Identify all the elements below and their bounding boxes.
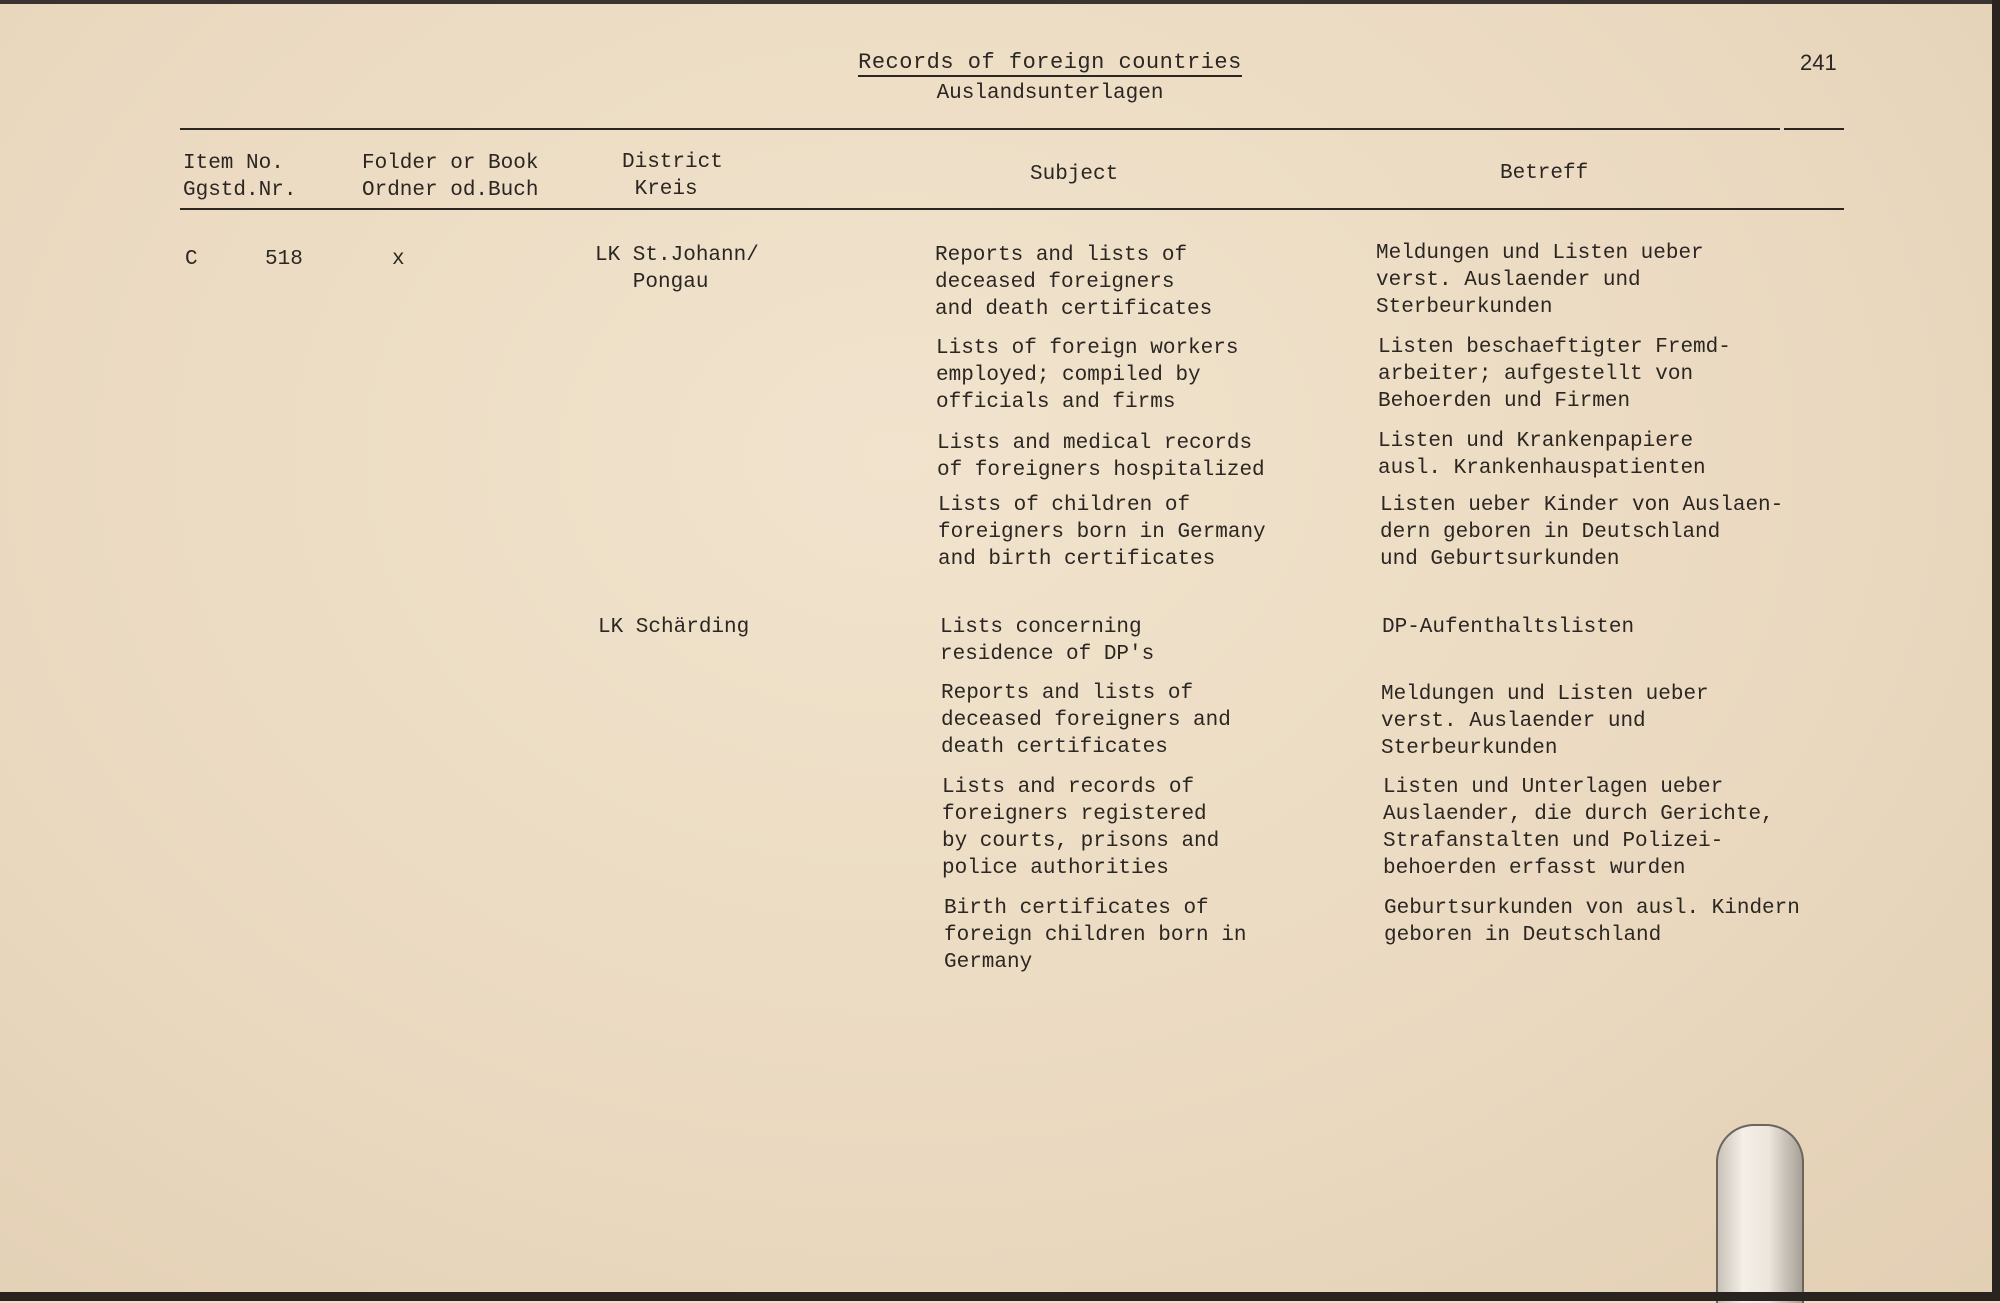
subject-entry-5: Lists concerning residence of DP's — [940, 616, 1155, 666]
subject-entry-6: Reports and lists of deceased foreigners and death certificates — [941, 682, 1231, 759]
subject-entry-7: Lists and records of foreigners registered by courts, prisons and police authorities — [942, 776, 1220, 880]
betreff-entry-4: Listen ueber Kinder von Auslaen- dern geboren in Deutschland und Geburtsurkunden — [1380, 494, 1784, 571]
betreff-entry-6: Meldungen und Listen ueber verst. Auslaender und Sterbeurkunden — [1381, 683, 1709, 760]
right-edge — [1992, 0, 2000, 1301]
item-number: 518 — [265, 248, 303, 271]
betreff-entry-2: Listen beschaeftigter Fremd- arbeiter; aufgestellt von Behoerden und Firmen — [1378, 336, 1731, 413]
header-betreff: Betreff — [1500, 162, 1589, 185]
subject-entry-3: Lists and medical records of foreigners hospitalized — [937, 432, 1265, 482]
subject-entry-2: Lists of foreign workers employed; compiled by officials and firms — [936, 337, 1239, 414]
betreff-entry-7: Listen und Unterlagen ueber Auslaender, die durch Gerichte, Strafanstalten und Polizei- behoerden erfasst wurden — [1383, 776, 1774, 880]
top-edge — [0, 0, 2000, 4]
folder-mark: x — [392, 248, 405, 271]
subject-entry-8: Birth certificates of foreign children born in Germany — [944, 897, 1247, 974]
betreff-entry-5: DP-Aufenthaltslisten — [1382, 616, 1635, 639]
index-tab — [1716, 1124, 1804, 1303]
betreff-entry-1: Meldungen und Listen ueber verst. Auslaender und Sterbeurkunden — [1376, 242, 1704, 319]
bottom-edge — [0, 1292, 2000, 1301]
item-code: C — [185, 248, 198, 271]
header-bottom-rule — [180, 208, 1844, 210]
betreff-entry-3: Listen und Krankenpapiere ausl. Krankenhauspatienten — [1378, 430, 1706, 480]
district-st-johann: LK St.Johann/ Pongau — [595, 244, 759, 294]
page-subtitle: Auslandsunterlagen — [936, 82, 1164, 105]
header-top-rule — [180, 128, 1780, 130]
header-folder-book: Folder or Book Ordner od.Buch — [362, 152, 539, 202]
header-item-no: Item No. Ggstd.Nr. — [183, 152, 297, 202]
page-title: Records of foreign countries — [858, 50, 1242, 75]
page-number: 241 — [1800, 50, 1837, 75]
subject-entry-1: Reports and lists of deceased foreigners and death certificates — [935, 244, 1213, 321]
betreff-entry-8: Geburtsurkunden von ausl. Kindern geboren in Deutschland — [1384, 897, 1800, 947]
header-top-rule-segment — [1784, 128, 1844, 130]
header-district: District Kreis — [622, 151, 723, 201]
subject-entry-4: Lists of children of foreigners born in Germany and birth certificates — [938, 494, 1266, 571]
header-subject: Subject — [1030, 163, 1119, 186]
district-schaerding: LK Schärding — [598, 616, 750, 639]
